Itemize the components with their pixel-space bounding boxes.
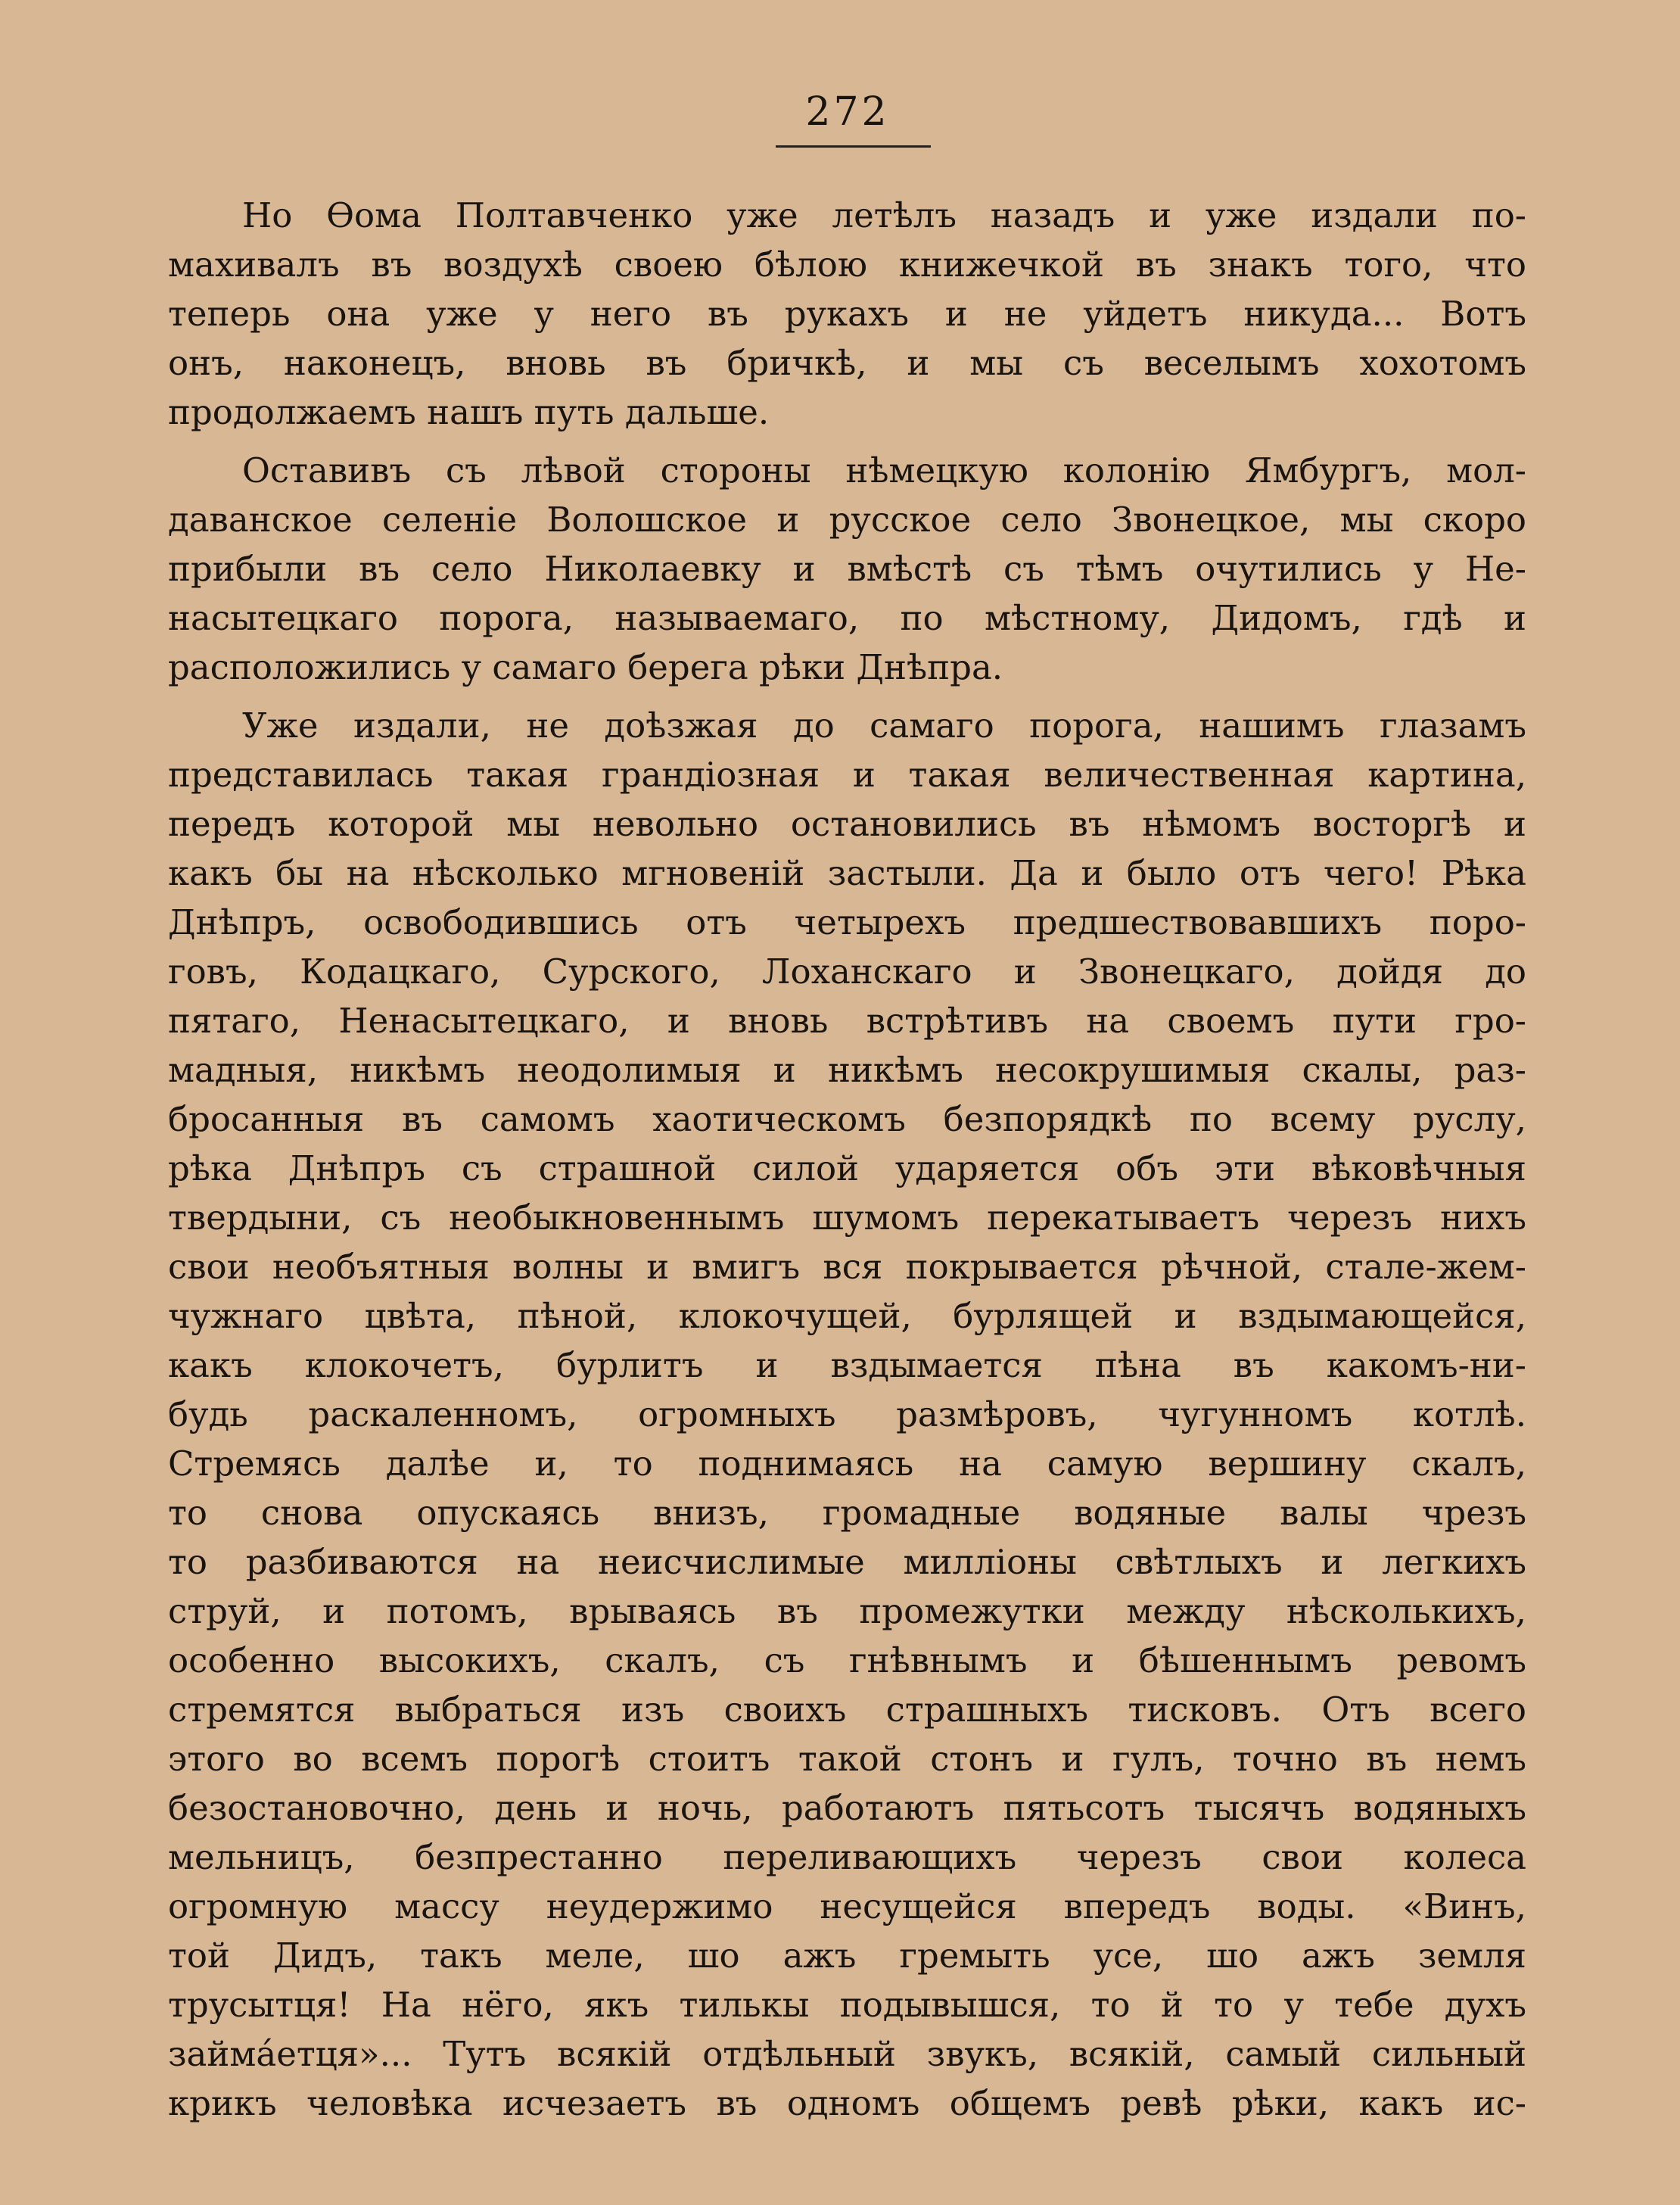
text-line: займáетця»... Тутъ всякій отдѣльный звукъ, всякій, самый сильный xyxy=(168,2034,1526,2074)
text-line: мадныя, никѣмъ неодолимыя и никѣмъ несокрушимыя скалы, раз- xyxy=(168,1050,1526,1090)
text-line: какъ бы на нѣсколько мгновеній застыли. Да и было отъ чего! Рѣка xyxy=(168,853,1526,893)
text-line: теперь она уже у него въ рукахъ и не уйдетъ никуда... Вотъ xyxy=(168,294,1526,334)
text-line: продолжаемъ нашъ путь дальше. xyxy=(168,392,770,432)
text-line: особенно высокихъ, скалъ, съ гнѣвнымъ и бѣшеннымъ ревомъ xyxy=(168,1640,1526,1680)
text-line: Оставивъ съ лѣвой стороны нѣмецкую колонію Ямбургъ, мол- xyxy=(242,450,1526,491)
text-line: безостановочно, день и ночь, работаютъ пятьсотъ тысячъ водяныхъ xyxy=(168,1788,1526,1828)
text-line: будь раскаленномъ, огромныхъ размѣровъ, чугунномъ котлѣ. xyxy=(168,1394,1526,1434)
text-line: стремятся выбраться изъ своихъ страшныхъ тисковъ. Отъ всего xyxy=(168,1690,1526,1730)
text-line: какъ клокочетъ, бурлитъ и вздымается пѣна въ какомъ-ни- xyxy=(168,1345,1526,1385)
text-line: крикъ человѣка исчезаетъ въ одномъ общемъ ревѣ рѣки, какъ ис- xyxy=(168,2083,1526,2123)
text-line: Днѣпръ, освободившись отъ четырехъ предшествовавшихъ поро- xyxy=(168,902,1526,942)
text-line: мельницъ, безпрестанно переливающихъ черезъ свои колеса xyxy=(168,1837,1526,1877)
text-line: Но Өома Полтавченко уже летѣлъ назадъ и уже издали по- xyxy=(242,195,1526,235)
text-line: передъ которой мы невольно остановились въ нѣмомъ восторгѣ и xyxy=(168,804,1526,844)
text-line: насытецкаго порога, называемаго, по мѣстному, Дидомъ, гдѣ и xyxy=(168,598,1526,638)
text-line: Уже издали, не доѣзжая до самаго порога, нашимъ глазамъ xyxy=(242,705,1526,746)
text-line: твердыни, съ необыкновеннымъ шумомъ перекатываетъ черезъ нихъ xyxy=(168,1197,1526,1238)
paragraph xyxy=(168,191,1526,437)
text-line: Стремясь далѣе и, то поднимаясь на самую вершину скалъ, xyxy=(168,1444,1526,1484)
text-line: говъ, Кодацкаго, Сурского, Лоханскаго и Звонецкаго, дойдя до xyxy=(168,951,1526,992)
text-line: струй, и потомъ, врываясь въ промежутки между нѣсколькихъ, xyxy=(168,1591,1526,1631)
text-line: пятаго, Ненасытецкаго, и вновь встрѣтивъ на своемъ пути гро- xyxy=(168,1001,1526,1041)
page-number: 272 xyxy=(805,89,890,135)
text-line: махивалъ въ воздухѣ своею бѣлою книжечкой въ знакъ того, что xyxy=(168,244,1526,285)
text-line: то разбиваются на неисчислимые милліоны свѣтлыхъ и легкихъ xyxy=(168,1542,1526,1582)
text-line: даванское селеніе Волошское и русское село Звонецкое, мы скоро xyxy=(168,500,1526,540)
text-line: огромную массу неудержимо несущейся впередъ воды. «Винъ, xyxy=(168,1886,1526,1926)
page-number-rule xyxy=(776,145,931,148)
text-line: прибыли въ село Николаевку и вмѣстѣ съ тѣмъ очутились у Не- xyxy=(168,549,1526,589)
text-line: той Дидъ, такъ меле, шо ажъ гремыть усе, шо ажъ земля xyxy=(168,1936,1526,1976)
text-line: то снова опускаясь внизъ, громадные водяные валы чрезъ xyxy=(168,1493,1526,1533)
text-line: представилась такая грандіозная и такая величественная картина, xyxy=(168,755,1526,795)
text-line: этого во всемъ порогѣ стоитъ такой стонъ и гулъ, точно въ немъ xyxy=(168,1739,1526,1779)
text-line: расположились у самаго берега рѣки Днѣпра. xyxy=(168,647,1003,687)
paragraph xyxy=(168,446,1526,692)
text-line: чужнаго цвѣта, пѣной, клокочущей, бурлящей и вздымающейся, xyxy=(168,1296,1526,1336)
text-line: рѣка Днѣпръ съ страшной силой ударяется объ эти вѣковѣчныя xyxy=(168,1148,1526,1188)
text-line: трусытця! На нёго, якъ тилькы подывышся, то й то у тебе духъ xyxy=(168,1985,1526,2025)
paragraph xyxy=(168,701,1526,2128)
body-text xyxy=(168,191,1526,2128)
text-line: онъ, наконецъ, вновь въ бричкѣ, и мы съ веселымъ хохотомъ xyxy=(168,343,1526,383)
text-line: бросанныя въ самомъ хаотическомъ безпорядкѣ по всему руслу, xyxy=(168,1099,1526,1139)
text-line: свои необъятныя волны и вмигъ вся покрывается рѣчной, стале-жем- xyxy=(168,1247,1526,1287)
